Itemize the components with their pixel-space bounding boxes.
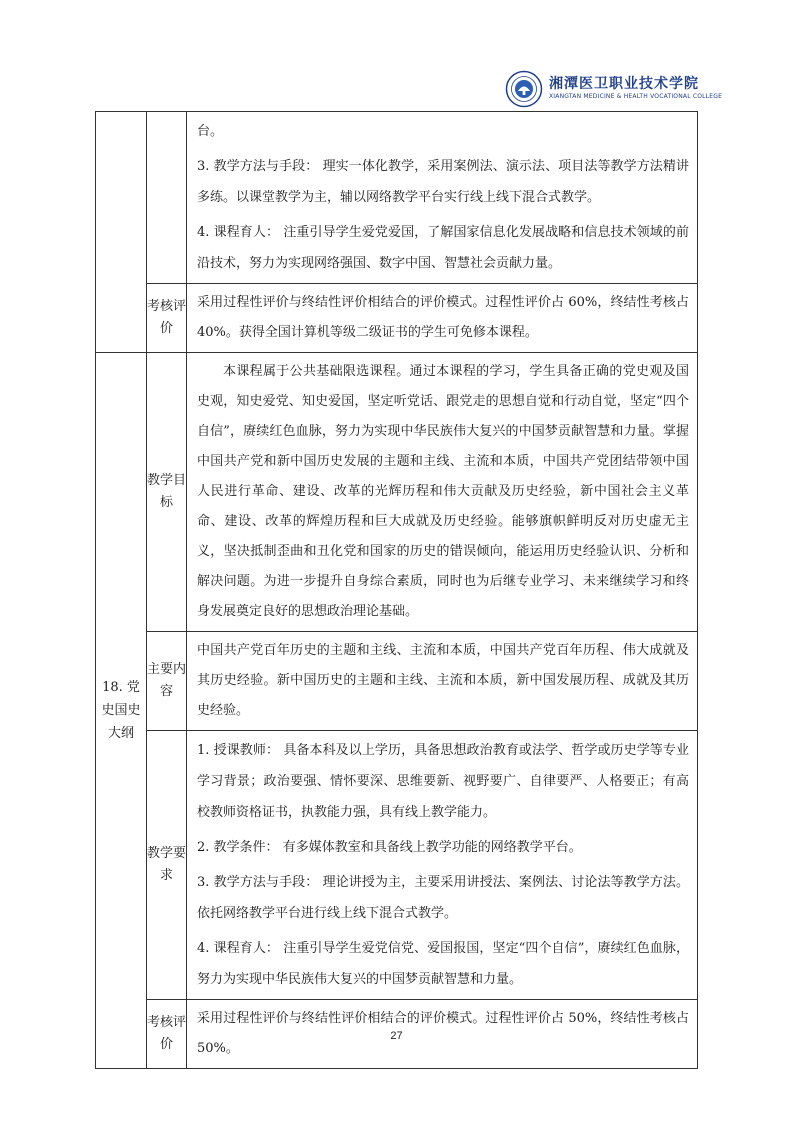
assessment-label-prev: 考核评价: [147, 284, 187, 353]
item-label: 1. 授课教师：: [197, 743, 280, 758]
course-name-cell-prev: [96, 112, 147, 353]
requirements-cell-prev: [187, 112, 698, 284]
paragraph: [197, 867, 689, 929]
paragraph: [197, 933, 689, 995]
item-label: 4. 课程育人：: [197, 225, 280, 240]
label-cell-prev: [147, 112, 187, 284]
item-label: 3. 教学方法与手段：: [197, 875, 319, 890]
college-logo: [505, 70, 723, 110]
assessment-text-prev: 采用过程性评价与终结性评价相结合的评价模式。过程性评价占 60%，终结性考核占 40%。获得全国计算机等级二级证书的学生可免修本课程。: [187, 284, 698, 353]
assessment-label: 考核评价: [147, 1000, 187, 1069]
item-text: 有多媒体教室和具备线上教学功能的网络教学平台。: [282, 840, 582, 855]
table-row: [96, 112, 698, 284]
college-english-name: XIANGTAN MEDICINE & HEALTH VOCATIONAL COLLEGE: [549, 93, 723, 100]
teaching-goal-label: 教学目标: [147, 353, 187, 632]
teaching-requirements-label: 教学要求: [147, 731, 187, 1000]
item-label: 4. 课程育人：: [197, 941, 280, 956]
teaching-requirements-text: [187, 731, 698, 1000]
item-text: 理论讲授为主，主要采用讲授法、案例法、讨论法等教学方法。依托网络教学平台进行线上线下混合式教学。: [197, 875, 689, 921]
main-content-label: 主要内容: [147, 632, 187, 731]
table-row: [96, 632, 698, 731]
teaching-goal-text: 本课程属于公共基础限选课程。通过本课程的学习，学生具备正确的党史观及国史观，知史爱党、知史爱国，坚定听党话、跟党走的思想自觉和行动自觉，坚定“四个自信”，赓续红色血脉，努力为实现中华民族伟大复兴的中国梦贡献智慧和力量。掌握中国共产党和新中国历史发展的主题和主线、主流和本质，中国共产党团结带领中国人民进行革命、建设、改革的光辉历程和伟大贡献及历史经验，新中国社会主义革命、建设、改革的辉煌历程和巨大成就及历史经验。能够旗帜鲜明反对历史虚无主义，坚决抵制歪曲和丑化党和国家的历史的错误倾向，能运用历史经验认识、分析和解决问题。为进一步提升自身综合素质，同时也为后继专业学习、未来继续学习和终身发展奠定良好的思想政治理论基础。: [187, 353, 698, 632]
table-row: [96, 731, 698, 1000]
item-text: 注重引导学生爱党爱国，了解国家信息化发展战略和信息技术领域的前沿技术，努力为实现网络强国、数字中国、智慧社会贡献力量。: [197, 225, 689, 271]
table-row: [96, 353, 698, 632]
page-number: 27: [390, 1030, 403, 1042]
paragraph: 台。: [197, 124, 224, 139]
paragraph: [197, 735, 689, 828]
college-name: 湘潭医卫职业技术学院: [549, 76, 699, 92]
item-text: 理实一体化教学，采用案例法、演示法、项目法等教学方法精讲多练。以课堂教学为主，辅以网络教学平台实行线上线下混合式教学。: [197, 159, 689, 205]
main-content-text: 中国共产党百年历史的主题和主线、主流和本质，中国共产党百年历程、伟大成就及其历史经验。新中国历史的主题和主线、主流和本质，新中国发展历程、成就及其历史经验。: [187, 632, 698, 731]
course-name-cell: 18. 党史国史大纲: [96, 353, 147, 1069]
item-text: 具备本科及以上学历，具备思想政治教育或法学、哲学或历史学等专业学习背景；政治要强、情怀要深、思维要新、视野要广、自律要严、人格要正；有高校教师资格证书，执教能力强，具有线上教学能力。: [197, 743, 689, 820]
assessment-text: 采用过程性评价与终结性评价相结合的评价模式。过程性评价占 50%，终结性考核占 50%。: [187, 1000, 698, 1069]
paragraph: [197, 832, 689, 863]
table-row: [96, 284, 698, 353]
paragraph: [197, 151, 689, 213]
item-label: 2. 教学条件：: [197, 840, 279, 855]
college-seal-icon: [505, 70, 543, 108]
paragraph: [197, 217, 689, 279]
course-table: [95, 111, 698, 1069]
item-label: 3. 教学方法与手段：: [197, 159, 319, 174]
item-text: 注重引导学生爱党信党、爱国报国，坚定“四个自信”，赓续红色血脉，努力为实现中华民族伟大复兴的中国梦贡献智慧和力量。: [197, 941, 689, 987]
